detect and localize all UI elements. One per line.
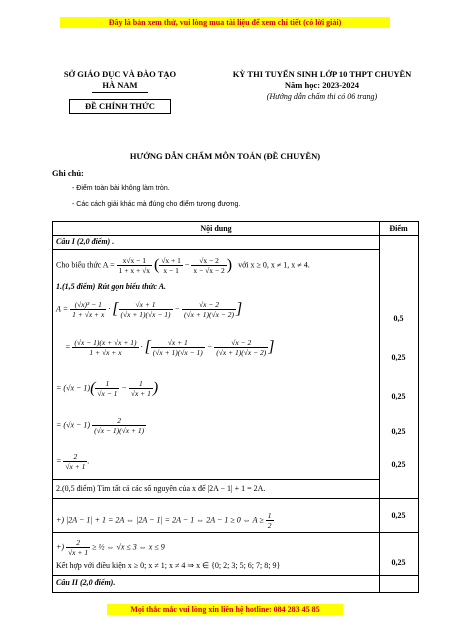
hotline-banner: Mọi thắc mắc vui lòng xin liên hệ hotline: 084 283 45 85 <box>107 604 343 615</box>
page-count-note: (Hướng dẫn chấm thi có 06 trang) <box>266 92 378 101</box>
given-condition: với x ≥ 0, x ≠ 1, x ≠ 4. <box>238 260 310 270</box>
step-7-text: ≥ ½ ⇔ √x ≤ 3 ⇔ x ≤ 9 <box>92 542 165 552</box>
row-divider <box>53 479 379 480</box>
step-5-score: 0,25 <box>391 460 406 469</box>
divider <box>92 92 148 93</box>
question-1-part-1: 1.(1,5 điểm) Rút gọn biểu thức A. <box>56 282 167 291</box>
province-name: HÀ NAM <box>102 80 138 90</box>
header-left <box>40 69 200 114</box>
note-item: - Điểm toàn bài không làm tròn. <box>72 185 170 192</box>
question-1-title: Câu I (2,0 điểm) . <box>56 237 115 246</box>
school-year: Năm học: 2023-2024 <box>284 80 360 90</box>
given-prefix: Cho biểu thức A = <box>56 260 115 270</box>
solution-step-7: +) $\frac{2}{√x + 1}$ ≥ ½ ⇔ √x ≤ 3 ⇔ x ≤ 9 <box>56 538 165 557</box>
note-item: - Các cách giải khác mà đúng cho điểm tương đương. <box>72 201 241 208</box>
header-right <box>212 69 432 102</box>
question-2-title: Câu II (2,0 điểm). <box>56 578 116 587</box>
answer-table <box>52 221 419 593</box>
department-name: SỞ GIÁO DỤC VÀ ĐÀO TẠO <box>63 69 177 79</box>
solution-step-1: A = $\frac{\text{(√x)³ − 1}}{1 + √x + x}$ · [ $\frac{√x + 1}{(√x + 1)(√x - 1)}$ − $\frac{√x - 2}{(√x + 1)(√x - 2)}$ ] <box>56 300 243 319</box>
column-header-score: Điểm <box>389 224 408 233</box>
official-stamp: ĐỀ CHÍNH THỨC <box>69 99 171 114</box>
row-divider <box>53 498 418 499</box>
step-4-score: 0,25 <box>391 427 406 436</box>
exam-name: KỲ THI TUYỂN SINH LỚP 10 THPT CHUYÊN <box>232 69 412 79</box>
solution-step-6: +) |2A − 1| + 1 = 2A ⇔ |2A − 1| = 2A − 1 ⇔ 2A − 1 ≥ 0 ⇔ A ≥ $\frac{1}{2}$ <box>56 511 272 530</box>
step-2-score: 0,25 <box>391 353 406 362</box>
row-divider <box>53 249 379 250</box>
solution-step-7-result: Kết hợp với điều kiện x ≥ 0; x ≠ 1; x ≠ 4 ⇒ x ∈ {0; 2; 3; 5; 6; 7; 8; 9} <box>56 561 281 570</box>
solution-step-3: = (√x − 1)( $\frac{1}{√x - 1}$ − $\frac{1}{√x + 1}$ ) <box>56 379 159 398</box>
solution-step-2: = $\frac{(√x - 1)(x + √x + 1)}{1 + √x + x}$ · [ $\frac{√x + 1}{(√x + 1)(√x - 1)}$ − $\frac{√x - 2}{(√x + 1)(√x - 2)}$ ] <box>65 338 275 357</box>
preview-banner: Đây là bản xem thử, vui lòng mua tài liệu để xem chi tiết (có lời giải) <box>60 17 390 28</box>
notes <box>52 165 240 213</box>
notes-label: Ghi chú: <box>52 168 84 178</box>
row-divider <box>53 532 418 533</box>
question-1-part-2: 2.(0,5 điểm) Tìm tất cả các số nguyên của x để |2A − 1| + 1 = 2A. <box>56 484 266 493</box>
row-divider <box>53 235 418 236</box>
solution-step-4: = (√x − 1) $\frac{2}{(√x - 1)(√x + 1)}$ <box>56 416 145 435</box>
solution-step-5: = $\frac{2}{√x + 1}$ . <box>56 452 90 471</box>
step-6-score: 0,25 <box>391 511 406 520</box>
step-7-score: 0,25 <box>391 558 406 567</box>
question-1-given: Cho biểu thức A = $\frac{x√x - 1}{1 + x + √x}$ ( $\frac{√x + 1}{x - 1}$ − $\frac{√x - 2}{x - √x - 2}$ ) với x ≥ 0, x ≠ 1, x ≠ 4. <box>56 256 310 275</box>
step-6-text: +) |2A − 1| + 1 = 2A ⇔ |2A − 1| = 2A − 1 ⇔ 2A − 1 ≥ 0 ⇔ A ≥ <box>56 515 264 525</box>
page-title: HƯỚNG DẪN CHẤM MÔN TOÁN (ĐỀ CHUYÊN) <box>129 151 321 161</box>
column-divider <box>379 222 380 592</box>
step-1-score: 0,5 <box>393 314 404 323</box>
row-divider <box>53 575 418 576</box>
column-header-content: Nội dung <box>200 224 232 233</box>
step-3-score: 0,25 <box>391 392 406 401</box>
